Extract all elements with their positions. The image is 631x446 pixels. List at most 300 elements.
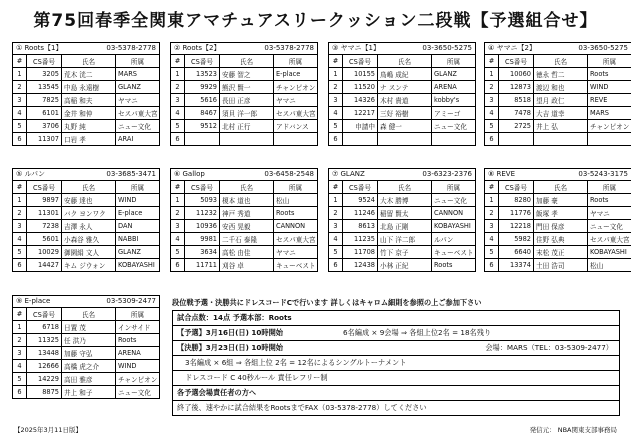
venue-header [12, 42, 160, 54]
column-header: CS番号 [185, 55, 220, 68]
table-cell: 11520 [343, 81, 378, 94]
table-cell: 高稲 和夫 [62, 94, 116, 107]
column-header: 氏名 [62, 181, 116, 194]
table-row [171, 207, 318, 220]
table-row [485, 120, 631, 133]
table-cell: 5601 [27, 233, 62, 246]
column-header: 氏名 [378, 181, 432, 194]
table-cell: 末松 茂正 [534, 246, 588, 259]
prelim-label: 【予選】3月16日(日) 10時開始 [177, 328, 283, 337]
column-header: CS番号 [27, 55, 62, 68]
table-cell: 4 [329, 107, 343, 120]
table-cell: ARAI [116, 133, 160, 146]
table-row [329, 246, 476, 259]
table-cell: 井上 和子 [62, 386, 116, 399]
dress-code-notice: 段位戦予選・決勝共にドレスコードCで行います 詳しくはキャロム細則を参照の上ご参加下さい [172, 298, 482, 307]
table-cell [378, 133, 432, 146]
table-row [485, 246, 631, 259]
responsible-body: 終了後、速やかに試合結果をRootsまでFAX（03-5378-2778）してください [173, 401, 620, 416]
table-row [485, 81, 631, 94]
table-cell: 12873 [499, 81, 534, 94]
table-cell: 7238 [27, 220, 62, 233]
table-cell: 10155 [343, 68, 378, 81]
table-row [171, 133, 318, 146]
table-cell [343, 133, 378, 146]
venue-header [484, 42, 631, 54]
table-cell: GLANZ [116, 81, 160, 94]
venue-phone: 03-3650-5275 [422, 44, 472, 52]
table-cell: 3 [485, 94, 499, 107]
footer-publisher: 発信元： NBA関東支部事務局 [529, 426, 617, 434]
table-cell: 刈谷 卓 [220, 259, 274, 272]
table-cell: 5 [329, 120, 343, 133]
table-cell: 5 [485, 246, 499, 259]
table-cell: 門田 保彦 [534, 220, 588, 233]
table-cell: 金井 和仲 [62, 107, 116, 120]
table-cell: セスパ東大宮 [116, 107, 160, 120]
table-cell: 6 [485, 133, 499, 146]
column-header: CS番号 [27, 308, 62, 321]
table-cell: 12217 [343, 107, 378, 120]
table-cell: 住野 弘典 [534, 233, 588, 246]
table-cell: KOBAYASHI [116, 259, 160, 272]
table-cell: セスパ東大宮 [274, 107, 318, 120]
column-header: 所属 [116, 181, 160, 194]
table-cell: 2 [485, 207, 499, 220]
table-cell: 鳥嶋 成紀 [378, 68, 432, 81]
table-row [13, 120, 160, 133]
table-cell: 任 洪乃 [62, 334, 116, 347]
table-row [171, 220, 318, 233]
table-cell: 13545 [27, 81, 62, 94]
table-cell: 14326 [343, 94, 378, 107]
table-cell: ヤマニ [588, 207, 631, 220]
player-table [328, 54, 476, 146]
table-cell: ヤマニ [274, 246, 318, 259]
venue-name: ⑥ Gallop [174, 170, 205, 178]
table-cell: CANNON [432, 207, 476, 220]
table-cell: 2 [171, 81, 185, 94]
table-header [171, 181, 318, 194]
table-cell [588, 133, 631, 146]
column-header: # [171, 181, 185, 194]
table-cell: 徳永 哲二 [534, 68, 588, 81]
table-row [329, 220, 476, 233]
column-header: 所属 [432, 181, 476, 194]
table-cell: kobby's [432, 94, 476, 107]
table-cell: Roots [588, 194, 631, 207]
table-header [485, 55, 631, 68]
table-cell: 3 [171, 220, 185, 233]
player-table [170, 54, 318, 146]
column-header: # [485, 55, 499, 68]
table-row [13, 68, 160, 81]
table-row [13, 207, 160, 220]
table-row [13, 133, 160, 146]
table-cell: DAN [116, 220, 160, 233]
table-cell: 5093 [185, 194, 220, 207]
table-row [485, 207, 631, 220]
column-header: # [329, 181, 343, 194]
venue-phone: 03-5243-3175 [578, 170, 628, 178]
venue-phone: 03-3685-3471 [106, 170, 156, 178]
venue-name: ③ ヤマニ【1】 [332, 44, 380, 52]
table-cell: 11325 [27, 334, 62, 347]
table-cell [534, 133, 588, 146]
table-cell: 12218 [499, 220, 534, 233]
table-cell: ヤマニ [116, 94, 160, 107]
table-cell: ヤマニ [274, 94, 318, 107]
table-cell: 10029 [27, 246, 62, 259]
venue-header [328, 168, 476, 180]
info-panel [172, 297, 620, 416]
column-header: 所属 [432, 55, 476, 68]
table-cell: 6 [171, 259, 185, 272]
table-cell: 4 [13, 360, 27, 373]
table-cell: 4 [485, 107, 499, 120]
table-header [485, 181, 631, 194]
table-cell: E-place [274, 68, 318, 81]
table-row [329, 233, 476, 246]
table-cell: 3205 [27, 68, 62, 81]
table-cell: 6 [329, 259, 343, 272]
table-cell: 9524 [343, 194, 378, 207]
column-header: CS番号 [27, 181, 62, 194]
table-cell: 3706 [27, 120, 62, 133]
venue-header [484, 168, 631, 180]
table-cell: 5 [13, 120, 27, 133]
table-cell: CANNON [274, 220, 318, 233]
table-cell: 5 [13, 373, 27, 386]
table-row [485, 220, 631, 233]
table-cell: 大吉 道幸 [534, 107, 588, 120]
table-cell: 高松 由佳 [220, 246, 274, 259]
table-cell: 御園絹 文人 [62, 246, 116, 259]
table-cell: 6 [13, 259, 27, 272]
player-table [328, 180, 476, 272]
final-venue: 会場：MARS（TEL：03-5309-2477） [485, 343, 613, 352]
venue-phone: 03-5378-2778 [106, 44, 156, 52]
column-header: # [13, 55, 27, 68]
table-cell: 10936 [185, 220, 220, 233]
table-row [485, 194, 631, 207]
table-cell: MARS [116, 68, 160, 81]
table-cell: 3 [13, 347, 27, 360]
table-row [13, 194, 160, 207]
table-cell: 日置 茂 [62, 321, 116, 334]
player-table [12, 307, 160, 399]
table-row [485, 94, 631, 107]
table-cell: MARS [588, 107, 631, 120]
table-row [13, 220, 160, 233]
table-cell: 小森谷 雅久 [62, 233, 116, 246]
table-cell: アドバンス [274, 120, 318, 133]
table-row [13, 233, 160, 246]
table-cell [274, 133, 318, 146]
venue-block [484, 168, 631, 272]
schedule-table [172, 310, 620, 416]
table-cell: 1 [485, 194, 499, 207]
table-cell: 安西 晃毅 [220, 220, 274, 233]
table-row [13, 347, 160, 360]
table-cell: キューベスト [274, 259, 318, 272]
table-cell: 9981 [185, 233, 220, 246]
table-header [329, 181, 476, 194]
table-cell: アミーゴ [432, 107, 476, 120]
venue-block [328, 168, 476, 272]
table-cell: 大木 勝博 [378, 194, 432, 207]
table-header [13, 55, 160, 68]
table-cell: 11301 [27, 207, 62, 220]
table-row [13, 94, 160, 107]
table-cell: 9929 [185, 81, 220, 94]
column-header: 所属 [274, 181, 318, 194]
table-cell: 2 [13, 334, 27, 347]
column-header: CS番号 [185, 181, 220, 194]
table-row [13, 81, 160, 94]
table-cell: チャンピオン [116, 373, 160, 386]
table-cell: 4 [171, 107, 185, 120]
column-header: CS番号 [343, 55, 378, 68]
table-cell: 8467 [185, 107, 220, 120]
table-cell: 加藤 豪 [534, 194, 588, 207]
table-cell: NABBI [116, 233, 160, 246]
page-title: 第75回春季全関東アマチュアスリークッション二段戦【予選組合せ】 [33, 11, 598, 31]
column-header: 氏名 [62, 308, 116, 321]
table-cell: KOBAYASHI [588, 246, 631, 259]
table-cell: Roots [274, 207, 318, 220]
venue-header [170, 42, 318, 54]
column-header: 所属 [588, 55, 631, 68]
player-table [12, 180, 160, 272]
table-cell: 5982 [499, 233, 534, 246]
column-header: CS番号 [499, 181, 534, 194]
table-header [171, 55, 318, 68]
table-cell: E-place [116, 207, 160, 220]
table-row [329, 194, 476, 207]
venue-header [170, 168, 318, 180]
table-cell: 3 [485, 220, 499, 233]
table-cell: 2 [329, 207, 343, 220]
venue-header [328, 42, 476, 54]
column-header: 氏名 [220, 181, 274, 194]
final-row [173, 341, 620, 356]
table-cell: 稲留 賢太 [378, 207, 432, 220]
table-row [485, 107, 631, 120]
venue-header [12, 168, 160, 180]
table-row [329, 107, 476, 120]
table-cell: 1 [329, 68, 343, 81]
table-cell: 9512 [185, 120, 220, 133]
table-cell: 8518 [499, 94, 534, 107]
final-format: 3名編成 × 6組 ⇒ 各組上位 2名 = 12名によるシングルトーナメント [173, 356, 620, 371]
venue-name: ④ ヤマニ【2】 [488, 44, 536, 52]
table-cell: 高橋 虎之介 [62, 360, 116, 373]
table-cell: 11246 [343, 207, 378, 220]
table-cell: 3 [329, 220, 343, 233]
table-cell [220, 133, 274, 146]
table-cell: 1 [13, 68, 27, 81]
player-table [170, 180, 318, 272]
table-cell: 2 [329, 81, 343, 94]
table-cell: 三好 裕樹 [378, 107, 432, 120]
column-header: 氏名 [534, 181, 588, 194]
venue-phone: 03-3650-5275 [578, 44, 628, 52]
table-cell: 7478 [499, 107, 534, 120]
table-cell: 7825 [27, 94, 62, 107]
venue-name: ⑦ GLANZ [332, 170, 365, 178]
table-row [171, 107, 318, 120]
table-cell: 荒木 洸二 [62, 68, 116, 81]
venue-block [12, 42, 160, 146]
table-cell: ニュー文化 [432, 120, 476, 133]
table-cell: キューベスト [432, 246, 476, 259]
table-cell: KOBAYASHI [432, 220, 476, 233]
table-cell: 11708 [343, 246, 378, 259]
table-cell: REVE [588, 94, 631, 107]
table-row [171, 194, 318, 207]
venue-block [12, 295, 160, 399]
venue-name: ⑧ REVE [488, 170, 515, 178]
table-cell: ニュー文化 [588, 220, 631, 233]
responsible-title: 各予選会場責任者の方へ [173, 386, 620, 401]
table-cell [185, 133, 220, 146]
table-cell: 11711 [185, 259, 220, 272]
table-cell: ニュー文化 [432, 194, 476, 207]
table-cell: 高田 雅彦 [62, 373, 116, 386]
table-row [13, 321, 160, 334]
table-cell: 井上 弘 [534, 120, 588, 133]
table-cell: 4 [329, 233, 343, 246]
table-row [13, 360, 160, 373]
table-cell: 望月 政仁 [534, 94, 588, 107]
venue-name: ⑨ E-place [16, 297, 51, 305]
table-cell: 5 [171, 246, 185, 259]
venue-block [12, 168, 160, 272]
table-cell: 2725 [499, 120, 534, 133]
table-row [13, 373, 160, 386]
table-cell: キム ジウォン [62, 259, 116, 272]
table-cell: 1 [171, 68, 185, 81]
table-row [13, 259, 160, 272]
table-row [171, 81, 318, 94]
venue-block [484, 42, 631, 146]
table-cell: 14229 [27, 373, 62, 386]
table-row [329, 81, 476, 94]
column-header: # [485, 181, 499, 194]
table-cell: 13523 [185, 68, 220, 81]
table-row [329, 94, 476, 107]
total-points: 試合点数：14点 予選本部：Roots [173, 311, 620, 326]
table-cell: WIND [116, 360, 160, 373]
table-cell: 8613 [343, 220, 378, 233]
venue-name: ② Roots【2】 [174, 44, 221, 52]
table-cell: 松山 [588, 259, 631, 272]
table-cell: 6718 [27, 321, 62, 334]
table-row [329, 259, 476, 272]
table-cell: 4 [171, 233, 185, 246]
table-cell: Roots [116, 334, 160, 347]
table-cell: WIND [116, 194, 160, 207]
table-cell: 6640 [499, 246, 534, 259]
table-cell: ニュー文化 [116, 120, 160, 133]
table-cell: 11307 [27, 133, 62, 146]
table-cell: 5 [485, 120, 499, 133]
table-cell: 13448 [27, 347, 62, 360]
table-row [485, 133, 631, 146]
table-cell: 3634 [185, 246, 220, 259]
table-cell: 1 [485, 68, 499, 81]
table-cell: 5 [13, 246, 27, 259]
table-row [171, 120, 318, 133]
column-header: CS番号 [499, 55, 534, 68]
table-cell: 6 [171, 133, 185, 146]
table-row [13, 386, 160, 399]
column-header: # [13, 181, 27, 194]
table-cell [499, 133, 534, 146]
table-cell: 熊沢 賢一 [220, 81, 274, 94]
table-row [171, 259, 318, 272]
table-cell: 2 [171, 207, 185, 220]
table-cell: 神戸 秀道 [220, 207, 274, 220]
table-cell: セスパ東大宮 [588, 233, 631, 246]
venue-block [170, 42, 318, 146]
table-cell: 吉澤 永人 [62, 220, 116, 233]
table-row [329, 68, 476, 81]
player-table [484, 180, 631, 272]
table-cell: 木村 貴道 [378, 94, 432, 107]
table-cell: GLANZ [432, 68, 476, 81]
table-cell: 申請中 [343, 120, 378, 133]
column-header: CS番号 [343, 181, 378, 194]
table-cell: 6 [329, 133, 343, 146]
table-cell: 安藤 智之 [220, 68, 274, 81]
table-cell: 10060 [499, 68, 534, 81]
table-cell: 5 [171, 120, 185, 133]
column-header: 所属 [116, 55, 160, 68]
table-row [13, 246, 160, 259]
table-row [171, 94, 318, 107]
table-cell: 竹下 京子 [378, 246, 432, 259]
final-label: 【決勝】3月23日(日) 10時開始 [177, 343, 283, 352]
table-header [13, 181, 160, 194]
table-cell: 1 [13, 194, 27, 207]
venue-header [12, 295, 160, 307]
venue-phone: 03-6323-2376 [422, 170, 472, 178]
table-cell: 安藤 達也 [62, 194, 116, 207]
table-row [329, 120, 476, 133]
table-row [171, 246, 318, 259]
table-cell: 9897 [27, 194, 62, 207]
table-row [13, 107, 160, 120]
table-cell: 北村 正行 [220, 120, 274, 133]
table-cell [432, 133, 476, 146]
table-cell: 口岩 孝 [62, 133, 116, 146]
table-cell: ARENA [116, 347, 160, 360]
table-cell: 榎本 道也 [220, 194, 274, 207]
venue-phone: 03-6458-2548 [264, 170, 314, 178]
venue-name: ⑤ ルパン [16, 170, 46, 178]
column-header: # [329, 55, 343, 68]
table-cell: 3 [13, 94, 27, 107]
table-cell: ARENA [432, 81, 476, 94]
table-cell: ナ スンテ [378, 81, 432, 94]
footer-date: 【2025年3月11日版】 [14, 426, 82, 434]
table-row [485, 68, 631, 81]
venue-phone: 03-5378-2778 [264, 44, 314, 52]
column-header: # [171, 55, 185, 68]
table-row [485, 233, 631, 246]
